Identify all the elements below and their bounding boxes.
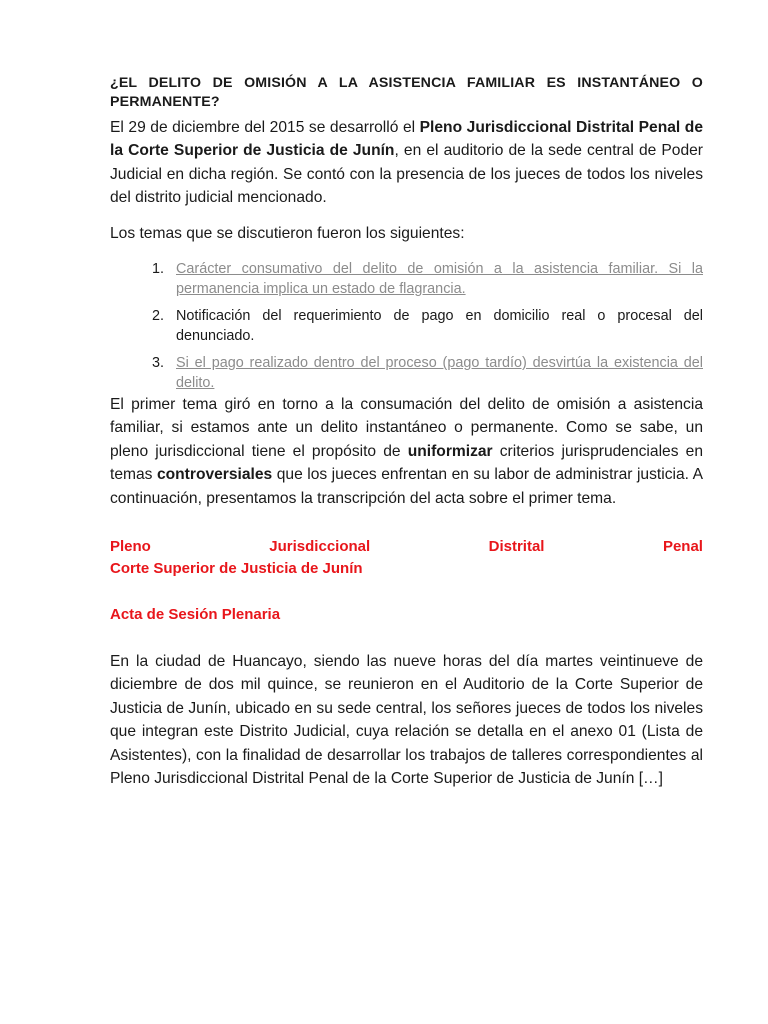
list-item <box>176 307 703 346</box>
pleno-word: Penal <box>662 538 703 556</box>
discussion-text-2: criterios jurisprudenciales en temas <box>110 442 703 484</box>
page-title: ¿EL DELITO DE OMISIÓN A LA ASISTENCIA FAMILIAR ES INSTANTÁNEO O PERMANENTE? <box>110 75 703 110</box>
topics-intro: Los temas que se discutieron fueron los siguientes: <box>110 224 465 242</box>
discussion-bold-1: uniformizar <box>407 442 493 460</box>
topic-text-2: Notificación del requerimiento de pago en domicilio real o procesal del denunciado. <box>176 308 703 344</box>
discussion-bold-2: controversiales <box>156 466 273 484</box>
discussion-text-1: El primer tema giró en torno a la consumación del delito de omisión a asistencia familiar, si estamos ante un delito instantáneo o permanente. Como se sabe, un pleno jurisdiccional tiene el propósito de <box>110 396 703 460</box>
pleno-title-line-2: Corte Superior de Justicia de Junín <box>110 560 363 578</box>
intro-text-2: , en el auditorio de la sede central de Poder Judicial en dicha región. Se contó con la presencia de los jueces de todos los niveles del distrito judicial mencionado. <box>110 142 704 207</box>
intro-bold-event: Pleno Jurisdiccional Distrital Penal de la Corte Superior de Justicia de Junín <box>110 119 703 160</box>
intro-paragraph <box>110 116 703 210</box>
list-item[interactable] <box>176 260 703 299</box>
narrative-paragraph: En la ciudad de Huancayo, siendo las nueve horas del día martes veintinueve de diciembre de dos mil quince, se reunieron en el Auditorio de la Corte Superior de Justicia de Junín, ubicado en su sede central, los señores jueces de todos los niveles que integran este Distrito Judicial, cuya relación se detalla en el anexo 01 (Lista de Asistentes), con la finalidad de desarrollar los trabajos de talleres correspondientes al Pleno Jurisdiccional Distrital Penal de la Corte Superior de Justicia de Junín […] <box>110 653 703 788</box>
discussion-paragraph <box>110 393 703 510</box>
intro-text-1: El 29 de diciembre del 2015 se desarrolló el <box>110 119 420 136</box>
pleno-word: Pleno <box>110 538 151 556</box>
document-page <box>110 74 703 791</box>
topic-link-1[interactable]: Carácter consumativo del delito de omisión a la asistencia familiar. Si la permanencia implica un estado de flagrancia. <box>176 261 703 297</box>
pleno-word: Jurisdiccional <box>269 538 371 556</box>
pleno-title-line-1 <box>110 536 703 558</box>
discussion-text-3: que los jueces enfrentan en su labor de administrar justicia. A continuación, presentamos la transcripción del acta sobre el primer tema. <box>110 466 703 507</box>
acta-title: Acta de Sesión Plenaria <box>110 606 281 624</box>
list-item[interactable] <box>176 354 703 393</box>
pleno-word: Distrital <box>488 538 545 556</box>
topics-list <box>110 260 703 393</box>
topic-link-3[interactable]: Si el pago realizado dentro del proceso (pago tardío) desvirtúa la existencia del delito. <box>176 355 703 391</box>
